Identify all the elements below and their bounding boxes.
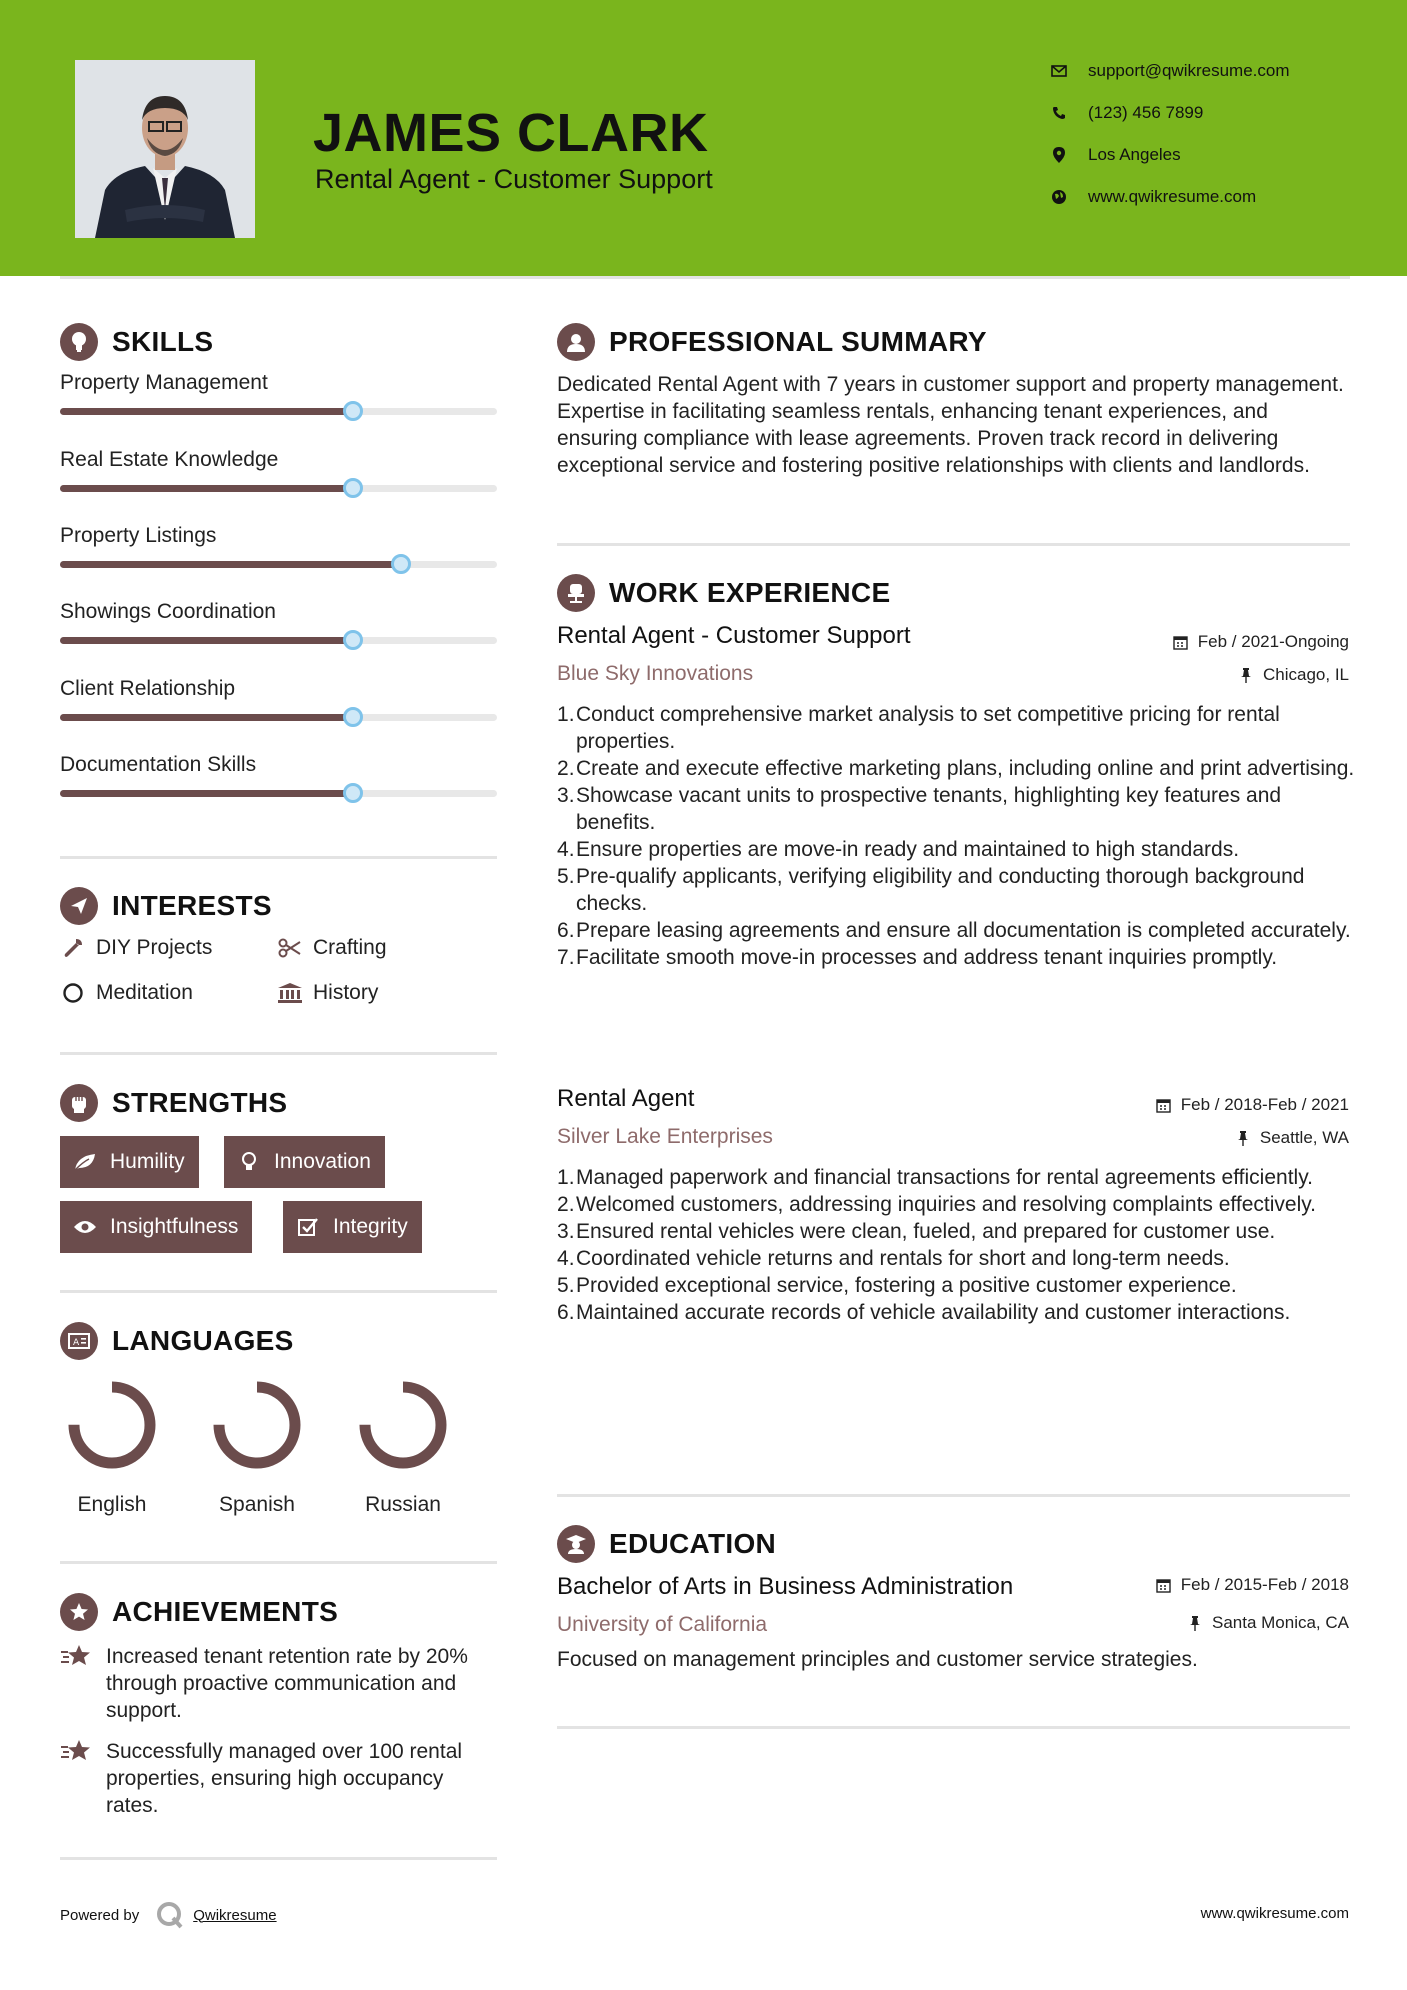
contact-email[interactable] [1050, 56, 1290, 86]
skill-item [60, 753, 497, 777]
section-divider [60, 856, 497, 859]
skill-item [60, 371, 497, 395]
circle-icon [60, 980, 86, 1006]
job-location-text: Chicago, IL [1263, 665, 1349, 684]
language-item [197, 1377, 317, 1517]
section-divider [60, 1857, 497, 1860]
languages-header [60, 1322, 294, 1360]
paper-plane-icon [60, 887, 98, 925]
job-title: Rental Agent - Customer Support [557, 622, 911, 649]
list-item: Facilitate smooth move-in processes and address tenant inquiries promptly. [576, 946, 1278, 969]
education-degree: Bachelor of Arts in Business Administration [557, 1573, 1014, 1600]
website-text: www.qwikresume.com [1088, 187, 1257, 206]
skill-knob[interactable] [343, 630, 363, 650]
skill-bar [60, 790, 497, 797]
language-item [52, 1377, 172, 1517]
contact-phone[interactable] [1050, 98, 1203, 128]
job-location [1238, 665, 1349, 685]
list-item: Provided exceptional service, fostering a positive customer experience. [576, 1274, 1237, 1297]
contact-location [1050, 140, 1181, 170]
education-school: University of California [557, 1613, 768, 1636]
education-location [1187, 1613, 1349, 1633]
job-location [1235, 1128, 1349, 1148]
list-item: Create and execute effective marketing plans, including online and print advertising. [576, 757, 1355, 780]
job-duties-list [557, 1164, 1357, 1326]
interest-label: History [313, 981, 379, 1004]
list-item: Pre-qualify applicants, verifying eligibility and conducting thorough background checks. [576, 865, 1305, 915]
achievement-text: Successfully managed over 100 rental properties, ensuring high occupancy rates. [106, 1740, 463, 1817]
section-divider [557, 1494, 1350, 1497]
footer-powered-by [60, 1900, 277, 1930]
experience-header [557, 574, 890, 612]
summary-header [557, 323, 987, 361]
skill-bar [60, 408, 497, 415]
leaf-icon [72, 1149, 98, 1175]
lightbulb-icon [236, 1149, 262, 1175]
contact-website[interactable] [1050, 182, 1256, 212]
skill-bar [60, 714, 497, 721]
summary-text: Dedicated Rental Agent with 7 years in customer support and property management. Expertise in facilitating seamless rentals, enhancing tenant experiences, and ensuring compliance with lease agreements. Proven track record in delivering exceptional service and fostering positive relationships with clients and landlords. [557, 373, 1344, 477]
list-item: Conduct comprehensive market analysis to set competitive pricing for rental properties. [576, 703, 1280, 753]
strength-label: Insightfulness [110, 1215, 239, 1238]
interests-header [60, 887, 272, 925]
list-item: Ensured rental vehicles were clean, fueled, and prepared for customer use. [576, 1220, 1276, 1243]
qwikresume-logo-icon [155, 1900, 185, 1930]
strength-tag [60, 1201, 252, 1253]
skill-knob[interactable] [391, 554, 411, 574]
job-date-text: Feb / 2018-Feb / 2021 [1180, 1095, 1349, 1114]
map-pin-icon [1050, 146, 1068, 164]
achievement-text: Increased tenant retention rate by 20% through proactive communication and support. [106, 1645, 468, 1722]
star-badge-icon [60, 1593, 98, 1631]
powered-by-text: Powered by [60, 1906, 140, 1924]
skill-item [60, 524, 497, 548]
language-ring [355, 1377, 451, 1473]
interests-title: INTERESTS [112, 890, 272, 921]
skill-item [60, 448, 497, 472]
museum-icon [277, 980, 303, 1006]
user-icon [557, 323, 595, 361]
pushpin-icon [1187, 1615, 1203, 1631]
language-item [343, 1377, 463, 1517]
profile-photo [75, 60, 255, 238]
pushpin-icon [1235, 1130, 1251, 1146]
calendar-icon [1156, 1577, 1172, 1593]
lightbulb-icon [60, 323, 98, 361]
svg-text:A: A [73, 1338, 80, 1348]
pushpin-icon [1238, 667, 1254, 683]
skill-bar [60, 637, 497, 644]
language-label: English [77, 1493, 147, 1516]
footer-website[interactable]: www.qwikresume.com [1200, 1905, 1349, 1922]
achievements-title: ACHIEVEMENTS [112, 1596, 339, 1627]
job-title: Rental Agent [557, 1085, 695, 1112]
job-duties-list [557, 701, 1357, 971]
graduate-icon [557, 1525, 595, 1563]
interest-item [60, 935, 212, 961]
skill-label: Client Relationship [60, 677, 236, 700]
languages-title: LANGUAGES [112, 1325, 294, 1356]
skills-header [60, 323, 213, 361]
section-divider [60, 1290, 497, 1293]
education-header [557, 1525, 776, 1563]
skill-item [60, 600, 497, 624]
achievement-item [60, 1643, 497, 1724]
strength-label: Innovation [274, 1150, 371, 1173]
job-company: Blue Sky Innovations [557, 662, 754, 685]
list-item: Ensure properties are move-in ready and maintained to high standards. [576, 838, 1240, 861]
candidate-title: Rental Agent - Customer Support [315, 164, 713, 194]
skill-bar [60, 561, 497, 568]
list-item: Showcase vacant units to prospective tenants, highlighting key features and benefits. [576, 784, 1282, 834]
language-ring [64, 1377, 160, 1473]
skill-knob[interactable] [343, 707, 363, 727]
skill-knob[interactable] [343, 478, 363, 498]
skill-bar [60, 485, 497, 492]
skill-item [60, 677, 497, 701]
language-ring [209, 1377, 305, 1473]
language-icon [60, 1322, 98, 1360]
scissors-icon [277, 935, 303, 961]
education-location-text: Santa Monica, CA [1211, 1613, 1349, 1632]
list-item: Maintained accurate records of vehicle availability and customer interactions. [576, 1301, 1291, 1324]
job-location-text: Seattle, WA [1259, 1128, 1349, 1147]
job-date-text: Feb / 2021-Ongoing [1197, 632, 1349, 651]
star-icon [60, 1738, 92, 1766]
interest-item [60, 980, 193, 1006]
wrench-icon [60, 935, 86, 961]
section-divider [60, 1052, 497, 1055]
strength-tag [224, 1136, 385, 1188]
calendar-icon [1156, 1097, 1172, 1113]
achievement-item [60, 1738, 497, 1819]
skill-label: Property Listings [60, 524, 217, 547]
header-banner [0, 0, 1407, 276]
strength-tag [60, 1136, 199, 1188]
envelope-icon [1050, 62, 1068, 80]
strength-label: Integrity [333, 1215, 408, 1238]
interest-item [277, 935, 387, 961]
skill-knob[interactable] [343, 783, 363, 803]
job-company: Silver Lake Enterprises [557, 1125, 773, 1148]
job-date [1173, 632, 1349, 652]
checkbox-icon [295, 1214, 321, 1240]
list-item: Welcomed customers, addressing inquiries and resolving complaints effectively. [576, 1193, 1317, 1216]
section-divider [60, 1561, 497, 1564]
eye-icon [72, 1214, 98, 1240]
achievements-header [60, 1593, 338, 1631]
education-description: Focused on management principles and customer service strategies. [557, 1648, 1198, 1671]
list-item: Prepare leasing agreements and ensure all documentation is completed accurately. [576, 919, 1351, 942]
list-item: Managed paperwork and financial transactions for rental agreements efficiently. [576, 1166, 1313, 1189]
language-label: Russian [365, 1493, 441, 1516]
globe-icon [1050, 188, 1068, 206]
candidate-name: JAMES CLARK [313, 103, 709, 163]
language-label: Spanish [219, 1493, 295, 1516]
office-chair-icon [557, 574, 595, 612]
education-date [1156, 1575, 1349, 1595]
interest-item [277, 980, 378, 1006]
qwikresume-link[interactable]: Qwikresume [193, 1906, 277, 1924]
header-divider [60, 276, 1350, 279]
skill-knob[interactable] [343, 401, 363, 421]
strengths-title: STRENGTHS [112, 1087, 288, 1118]
strength-tag [283, 1201, 422, 1253]
section-divider [557, 543, 1350, 546]
experience-title: WORK EXPERIENCE [609, 577, 891, 608]
calendar-icon [1173, 634, 1189, 650]
strengths-header [60, 1084, 287, 1122]
education-date-text: Feb / 2015-Feb / 2018 [1180, 1575, 1349, 1594]
strength-label: Humility [110, 1150, 185, 1173]
skill-label: Showings Coordination [60, 600, 276, 623]
job-date [1156, 1095, 1349, 1115]
section-divider [557, 1726, 1350, 1729]
skill-label: Documentation Skills [60, 753, 257, 776]
skills-title: SKILLS [112, 326, 214, 357]
star-icon [60, 1643, 92, 1671]
interest-label: DIY Projects [96, 936, 213, 959]
summary-title: PROFESSIONAL SUMMARY [609, 326, 987, 357]
interest-label: Crafting [313, 936, 387, 959]
skill-label: Property Management [60, 371, 268, 394]
education-title: EDUCATION [609, 1528, 777, 1559]
interest-label: Meditation [96, 981, 193, 1004]
fist-icon [60, 1084, 98, 1122]
phone-text: (123) 456 7899 [1088, 103, 1204, 122]
location-text: Los Angeles [1088, 145, 1181, 164]
list-item: Coordinated vehicle returns and rentals for short and long-term needs. [576, 1247, 1230, 1270]
phone-icon [1050, 104, 1068, 122]
email-text: support@qwikresume.com [1088, 61, 1290, 80]
skill-label: Real Estate Knowledge [60, 448, 279, 471]
